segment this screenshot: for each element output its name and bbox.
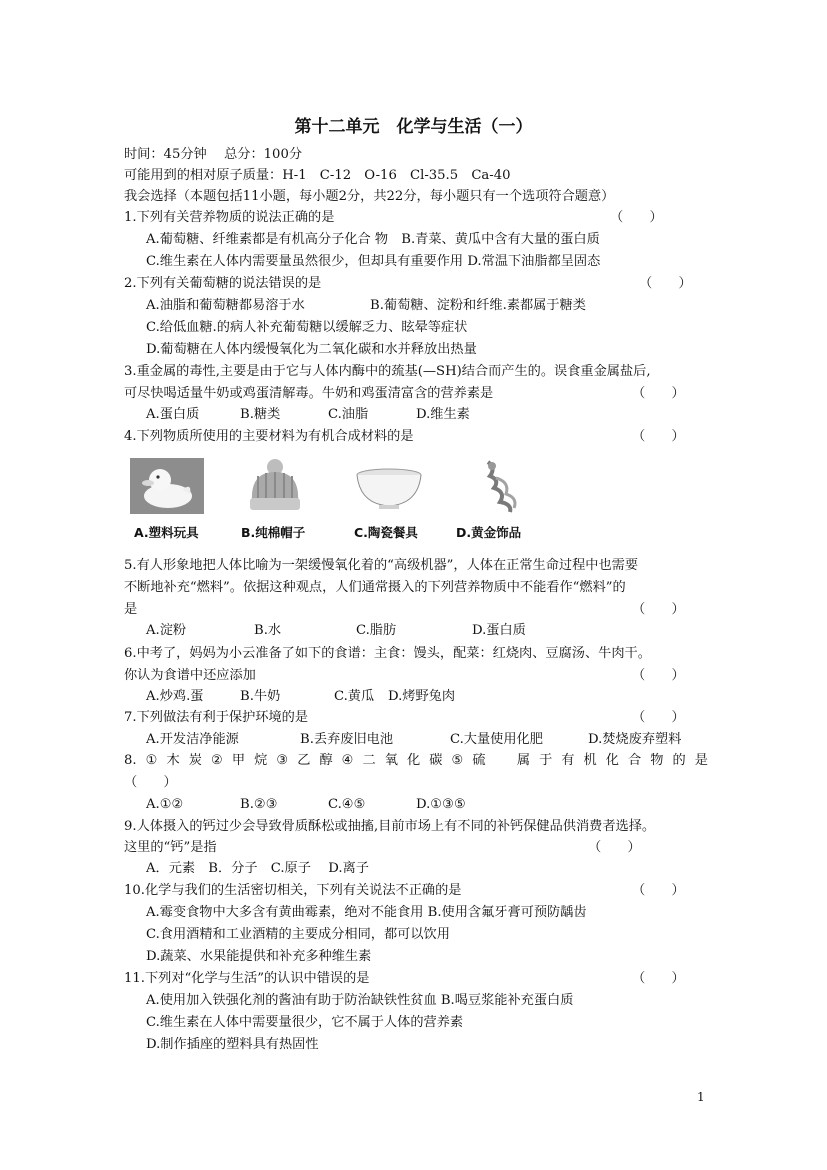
q2-option-d: D.葡萄糖在人体内缓慢氧化为二氧化碳和水并释放出热量 [146, 342, 477, 357]
q2-option-b: B.葡萄糖、淀粉和纤维.素都属于糖类 [370, 298, 586, 313]
q9-stem-line1: 9.人体摄入的钙过少会导致骨质酥松或抽搐,目前市场上有不同的补钙保健品供消费者选择。 [124, 819, 656, 834]
q8-answer-paren: （ ） [124, 775, 177, 790]
q11-options-line1: A.使用加入铁强化剂的酱油有助于防治缺铁性贫血 B.喝豆浆能补充蛋白质 [146, 993, 574, 1008]
q8-stem-char: 属 [516, 753, 531, 768]
q3-option-d: D.维生素 [416, 407, 470, 422]
q8-stem-char: 烷 [254, 753, 268, 768]
q1-answer-paren: （ ） [610, 210, 663, 225]
q3-answer-paren: （ ） [632, 386, 685, 401]
q8-stem-char: 化 [605, 753, 619, 768]
q8-stem-char: 氧 [384, 753, 398, 768]
q5-option-b: B.水 [254, 623, 282, 638]
q8-stem-char: ③ [276, 753, 289, 768]
section-instructions: 我会选择（本题包括11小题，每小题2分，共22分，每小题只有一个选项符合题意） [124, 189, 615, 204]
q8-stem-char: ② [210, 753, 223, 768]
q8-stem-char: ④ [341, 753, 354, 768]
q8-stem-char: 乙 [297, 753, 311, 768]
cotton-hat-image [238, 458, 312, 514]
q2-answer-paren: （ ） [639, 276, 692, 291]
q9-answer-paren: （ ） [588, 840, 641, 855]
q8-stem-char: 二 [362, 753, 376, 768]
q3-option-b: B.糖类 [240, 407, 281, 422]
q2-stem: 2.下列有关葡萄糖的说法错误的是 [124, 276, 322, 291]
q11-options-line3: D.制作插座的塑料具有热固性 [146, 1037, 319, 1052]
q8-stem-char: 的 [672, 753, 686, 768]
q7-options [146, 731, 681, 749]
q7-answer-paren: （ ） [632, 710, 685, 725]
q4-caption-d: D.黄金饰品 [456, 525, 522, 540]
page-title: 第十二单元 化学与生活（一） [294, 117, 533, 137]
q5-stem-line3: 是 [124, 602, 138, 617]
knit-hat-icon [238, 458, 312, 514]
q7-stem: 7.下列做法有利于保护环境的是 [124, 710, 309, 725]
gold-jewelry-image [466, 458, 540, 514]
q2-option-a: A.油脂和葡萄糖都易溶于水 [146, 298, 305, 313]
q8-stem-char: 醇 [319, 753, 333, 768]
q2-option-c: C.给低血糖.的病人补充葡萄糖以缓解乏力、眩晕等症状 [146, 320, 468, 335]
q4-caption-b: B.纯棉帽子 [241, 525, 306, 540]
q8-stem-char: 炭 [188, 753, 202, 768]
q5-stem-line2: 不断地补充“燃料”。依据这种观点，人们通常摄入的下列营养物质中不能看作“燃料”的 [124, 580, 626, 595]
q8-stem [124, 752, 708, 770]
q10-options-line2: C.食用酒精和工业酒精的主要成分相同，都可以饮用 [146, 927, 450, 942]
q8-stem-char: 机 [583, 753, 597, 768]
q10-stem: 10.化学与我们的生活密切相关，下列有关说法不正确的是 [124, 883, 462, 898]
q1-options-line1: A.葡萄糖、纤维素都是有机高分子化合 物 B.青菜、黄瓜中含有大量的蛋白质 [146, 232, 600, 247]
q11-answer-paren: （ ） [632, 971, 685, 986]
q3-option-c: C.油脂 [328, 407, 369, 422]
q6-stem-line2: 你认为食谱中还应添加 [124, 668, 256, 683]
q8-option-d: D.①③⑤ [416, 797, 466, 812]
q9-stem-line2: 这里的“钙”是指 [124, 840, 217, 855]
q8-stem-char: 8. [124, 753, 137, 768]
atomic-mass-info: 可能用到的相对原子质量：H-1 C-12 O-16 Cl-35.5 Ca-40 [124, 168, 511, 183]
q8-options [146, 796, 466, 814]
q4-caption-a: A.塑料玩具 [134, 525, 199, 540]
q10-options-line1: A.霉变食物中大多含有黄曲霉素，绝对不能食用 B.使用含氟牙膏可预防龋齿 [146, 905, 587, 920]
q9-options: A．元素 B．分子 C.原子 D.离子 [146, 861, 369, 876]
q1-options-line2: C.维生素在人体内需要量虽然很少，但却具有重要作用 D.常温下油脂都呈固态 [146, 254, 601, 269]
q6-answer-paren: （ ） [632, 668, 685, 683]
gold-jewelry-icon [466, 458, 540, 514]
q8-stem-char: ⑤ [451, 753, 464, 768]
q10-options-line3: D.蔬菜、水果能提供和补充多种维生素 [146, 949, 372, 964]
q8-option-b: B.②③ [240, 797, 278, 812]
q8-option-a: A.①② [146, 797, 184, 812]
q5-options [146, 622, 526, 640]
q5-stem-line1: 5.有人形象地把人体比喻为一架缓慢氧化着的“高级机器”，人体在正常生命过程中也需要 [124, 558, 638, 573]
q5-answer-paren: （ ） [632, 602, 685, 617]
q7-option-d: D.焚烧废弃塑料 [588, 732, 682, 747]
ceramic-tableware-image [352, 458, 426, 514]
q4-stem: 4.下列物质所使用的主要材料为有机合成材料的是 [124, 429, 414, 444]
q8-stem-char: 物 [650, 753, 664, 768]
q4-caption-c: C.陶瓷餐具 [354, 525, 418, 540]
q8-stem-char: 化 [407, 753, 421, 768]
q11-stem: 11.下列对“化学与生活”的认识中错误的是 [124, 971, 370, 986]
q4-answer-paren: （ ） [632, 429, 685, 444]
q8-stem-char: 是 [694, 753, 708, 768]
exam-time-info: 时间：45分钟 总分：100分 [124, 147, 303, 162]
page-number: 1 [697, 1090, 705, 1104]
q7-option-a: A.开发洁净能源 [146, 732, 239, 747]
q3-option-a: A.蛋白质 [146, 407, 200, 422]
q10-answer-paren: （ ） [632, 883, 685, 898]
plastic-toy-image [130, 458, 204, 514]
q8-option-c: C.④⑤ [328, 797, 366, 812]
q8-stem-char [495, 752, 508, 770]
q8-stem-char: 碳 [429, 753, 443, 768]
q8-stem-char: 合 [628, 753, 642, 768]
q6-option-b: B.牛奶 [240, 689, 281, 704]
q8-stem-char: 木 [166, 753, 180, 768]
q8-stem-char: 硫 [472, 753, 486, 768]
q3-stem-line2: 可尽快喝适量牛奶或鸡蛋清解毒。牛奶和鸡蛋清富含的营养素是 [124, 386, 494, 401]
q8-stem-char: 有 [561, 753, 575, 768]
q6-stem-line1: 6.中考了，妈妈为小云准备了如下的食谱：主食：馒头，配菜：红烧肉、豆腐汤、牛肉干。 [124, 646, 651, 661]
q6-option-a: A.炒鸡.蛋 [146, 689, 204, 704]
q11-options-line2: C.维生素在人体中需要量很少，它不属于人体的营养素 [146, 1015, 464, 1030]
q8-stem-char: ① [145, 753, 158, 768]
q6-option-d: D.烤野兔肉 [388, 689, 456, 704]
q3-options [146, 406, 470, 424]
q6-options [146, 688, 455, 706]
q1-stem: 1.下列有关营养物质的说法正确的是 [124, 210, 335, 225]
q7-option-b: B.丢弃废旧电池 [300, 732, 394, 747]
q5-option-a: A.淀粉 [146, 623, 187, 638]
q6-option-c: C.黄瓜 [334, 689, 375, 704]
q8-stem-char: 于 [539, 753, 553, 768]
q3-stem-line1: 3.重金属的毒性,主要是由于它与人体内酶中的巯基(—SH)结合而产生的。误食重金属盐后, [124, 364, 651, 379]
q5-option-d: D.蛋白质 [472, 623, 526, 638]
q7-option-c: C.大量使用化肥 [450, 732, 543, 747]
rubber-duck-icon [130, 458, 204, 514]
q5-option-c: C.脂肪 [356, 623, 397, 638]
q8-stem-char: 甲 [231, 753, 246, 768]
ceramic-bowl-icon [352, 458, 426, 514]
